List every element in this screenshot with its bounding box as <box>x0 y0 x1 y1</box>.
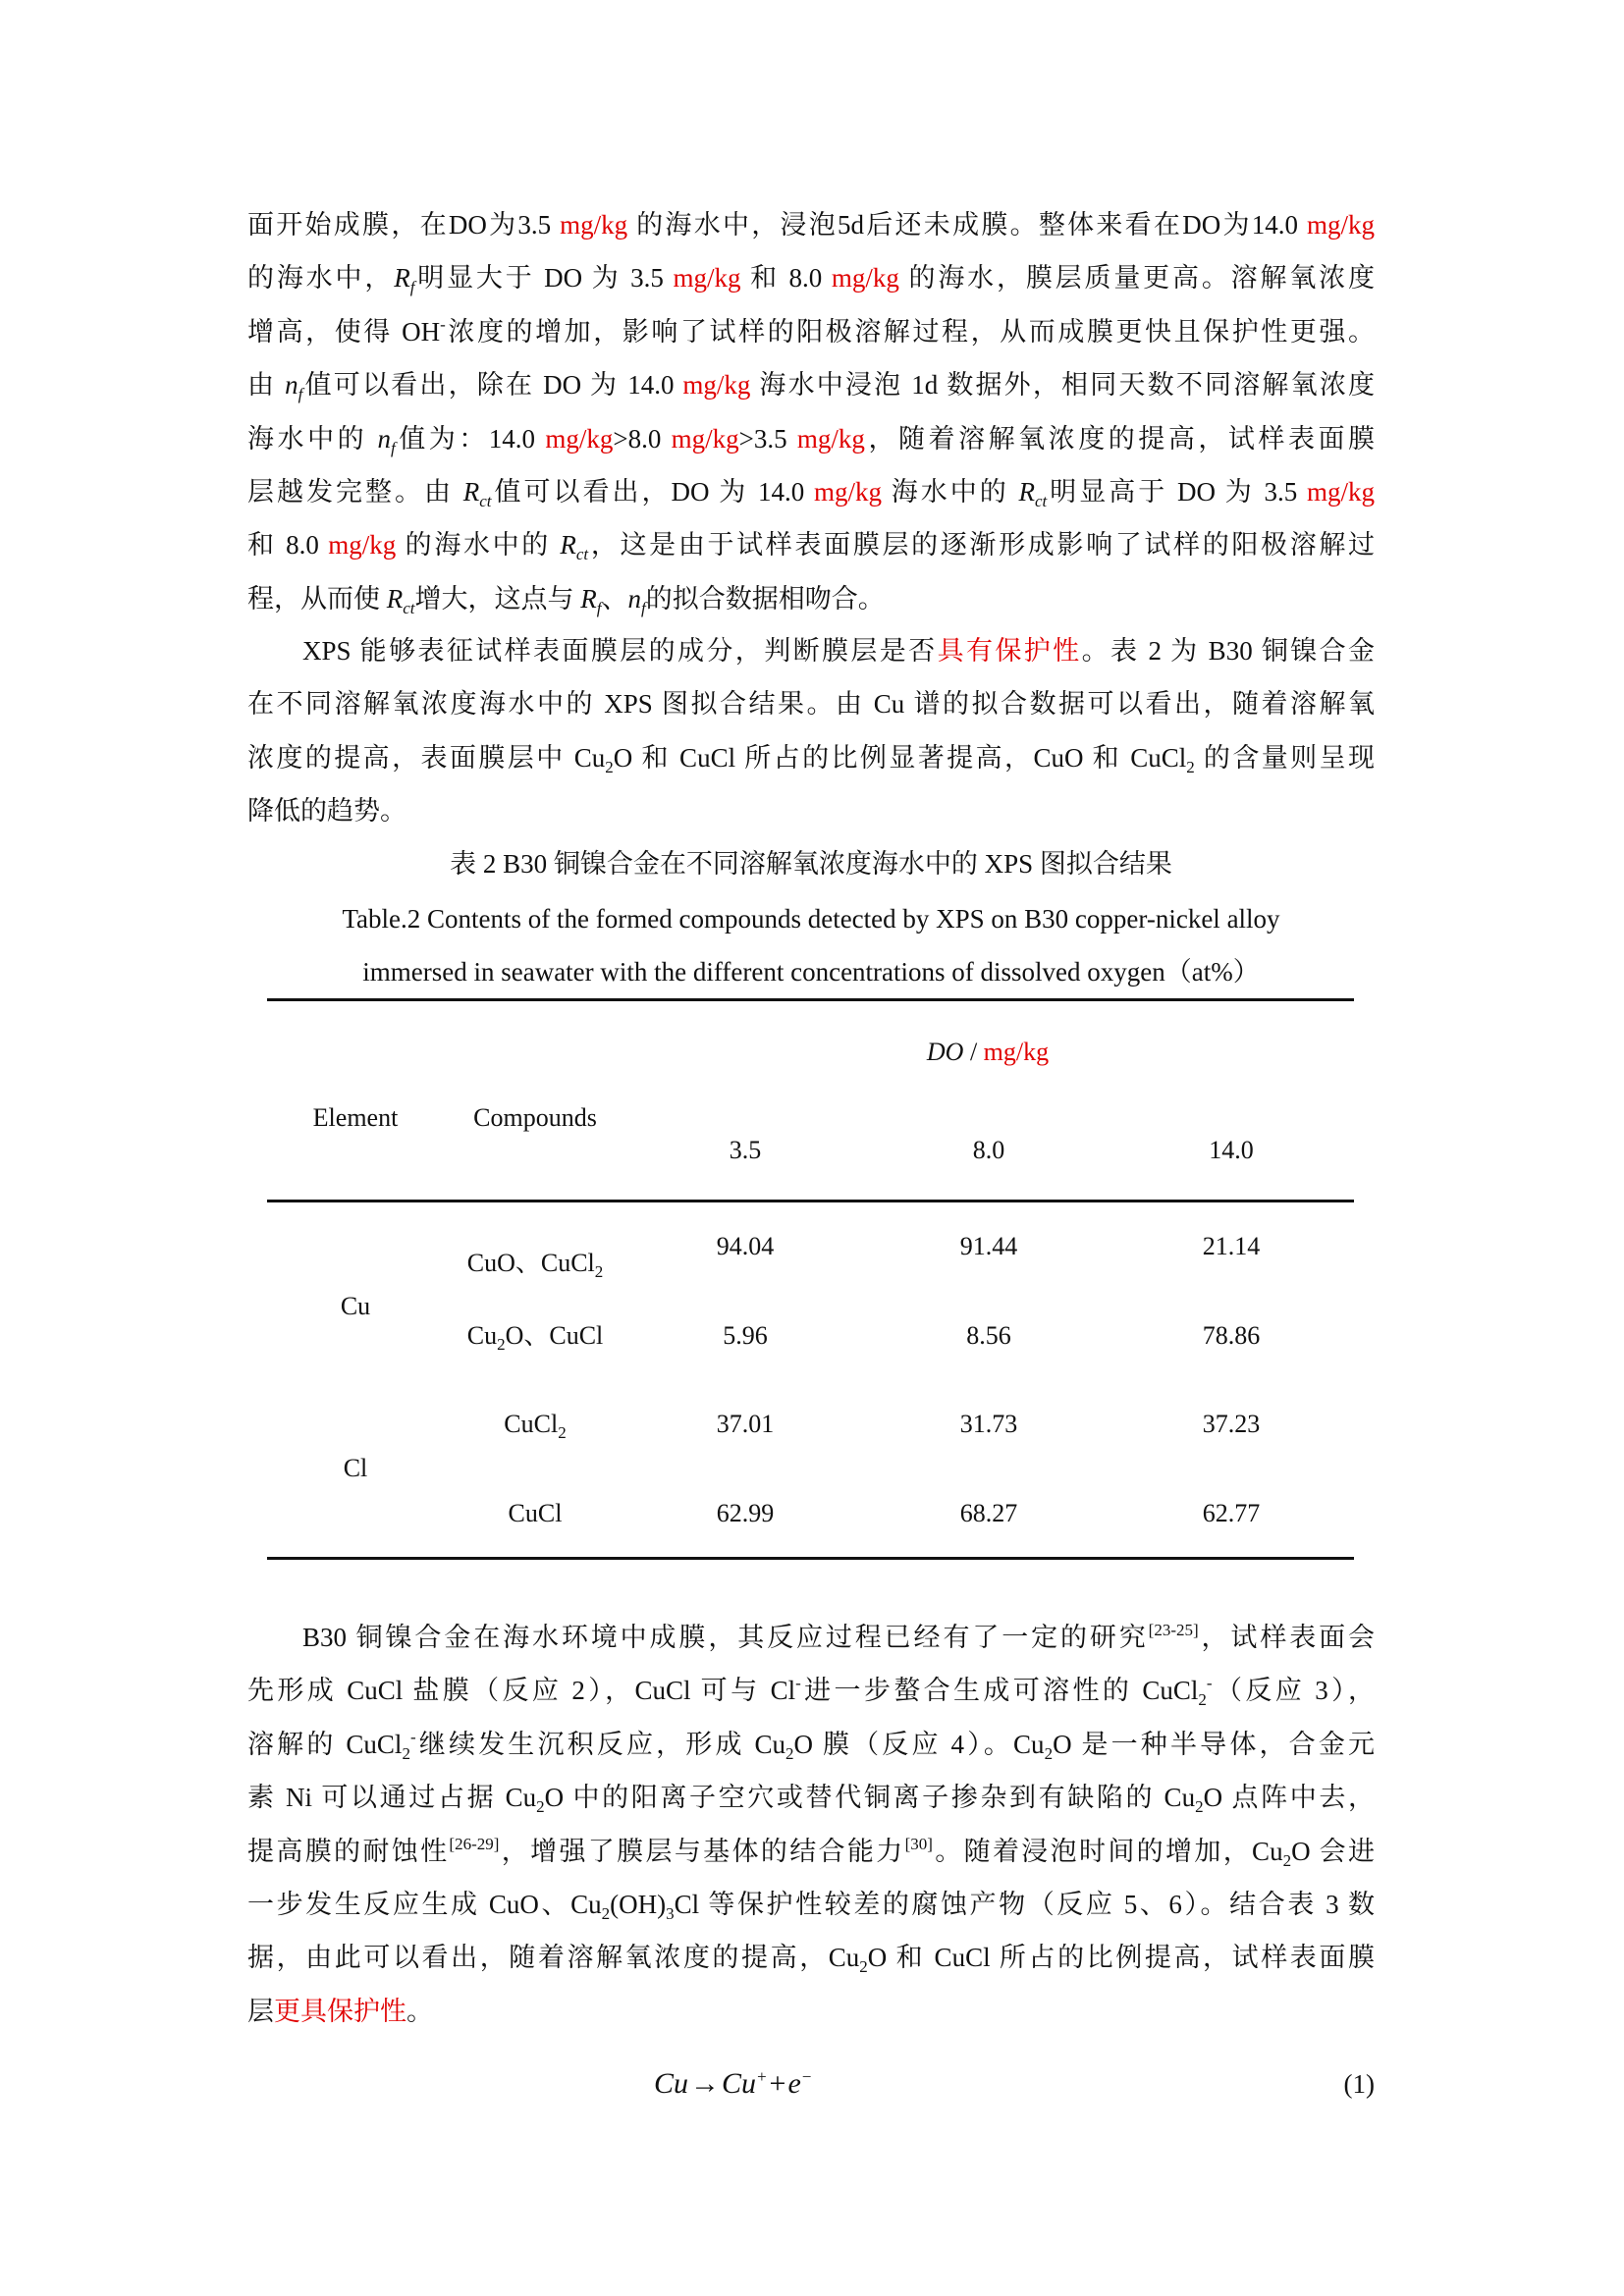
text-run: 面开始成膜，在DO为3.5 <box>247 210 561 240</box>
subscript: ct <box>1034 492 1048 510</box>
text-run: 先形成 CuCl 盐膜（反应 2），CuCl 可与 Cl <box>247 1676 796 1706</box>
highlighted-text: mg/kg <box>1307 477 1376 507</box>
subscript: 2 <box>605 757 614 776</box>
paragraph-line <box>247 358 1375 411</box>
value-cell: 94.04 <box>716 1232 775 1260</box>
text-run: 值可以看出，DO 为 14.0 <box>491 477 814 507</box>
text-run: 。表 2 为 B30 铜镍合金 <box>1081 636 1376 666</box>
subscript: ct <box>575 545 589 564</box>
subscript: f <box>596 598 602 617</box>
subscript: 2 <box>558 1423 567 1442</box>
text-run: R <box>560 530 576 561</box>
paragraph-line <box>247 465 1375 518</box>
paragraph-line <box>247 1664 1375 1717</box>
do-header <box>840 1033 1135 1072</box>
equation-part: → <box>690 2067 721 2100</box>
text-run: 层 <box>247 1996 274 2026</box>
text-run: (OH) <box>610 1890 667 1919</box>
value-cell: 62.99 <box>716 1499 775 1527</box>
text-run: R <box>386 583 404 614</box>
subscript: ct <box>479 492 492 510</box>
subscript: 2 <box>402 1743 410 1763</box>
element-cell: Cl <box>343 1454 368 1482</box>
paragraph-line <box>247 1878 1375 1931</box>
subscript: 2 <box>1044 1743 1054 1763</box>
subscript: 2 <box>536 1797 545 1817</box>
superscript: - <box>409 1727 416 1746</box>
subscript: 2 <box>1198 1690 1207 1710</box>
text-run: 值为：14.0 <box>395 423 546 454</box>
value-cell: 78.86 <box>1202 1321 1261 1350</box>
highlighted-text: mg/kg <box>545 423 614 454</box>
text-run: n <box>627 583 642 614</box>
text-run: 提高膜的耐蚀性 <box>247 1836 450 1866</box>
text-run: 由 <box>247 370 286 400</box>
paragraph-line <box>247 572 1375 625</box>
value-cell: 62.77 <box>1202 1499 1261 1527</box>
compound-cell <box>427 1405 643 1444</box>
paragraph-line <box>247 677 1375 730</box>
text-run: 素 Ni 可以通过占据 Cu <box>247 1783 537 1813</box>
text-run: >8.0 <box>613 423 672 454</box>
table-header-rule <box>267 1200 1354 1202</box>
equation-number: (1) <box>1343 2069 1375 2099</box>
highlighted-text: 更具保护性 <box>274 1996 406 2026</box>
superscript: - <box>440 314 446 334</box>
text-run: 一步发生反应生成 CuO、Cu <box>247 1890 602 1919</box>
text-run: 。随着浸泡时间的增加，Cu <box>932 1836 1283 1866</box>
text-run: >3.5 <box>738 423 797 454</box>
paragraph-line <box>247 305 1375 358</box>
text-run: R <box>462 477 480 507</box>
equation-part: + <box>756 2067 768 2086</box>
equation-part: Cu <box>654 2067 689 2100</box>
text-run: ，试样表面会 <box>1198 1623 1375 1652</box>
do-header-part: DO <box>926 1038 964 1066</box>
value-cell: 5.96 <box>723 1321 768 1350</box>
table-caption-en: immersed in seawater with the different concentrations of dissolved oxygen（at%） <box>362 957 1260 987</box>
highlighted-text: mg/kg <box>328 530 397 561</box>
text-run: O 点阵中去， <box>1203 1783 1375 1813</box>
equation-part: + <box>769 2067 786 2100</box>
subscript: 3 <box>666 1904 675 1923</box>
text-run: R <box>580 583 597 614</box>
subscript: 2 <box>594 1262 604 1281</box>
text-run: O 会进 <box>1291 1836 1376 1866</box>
text-run: 程，从而使 <box>247 583 387 614</box>
text-run: 增大，这点与 <box>414 583 581 614</box>
paragraph-line <box>247 731 1375 784</box>
text-run: R <box>1018 477 1035 507</box>
text-run: ，增强了膜层与基体的结合能力 <box>499 1836 905 1866</box>
highlighted-text: mg/kg <box>1306 210 1375 240</box>
text-run: O 和 CuCl 所占的比例显著提高，CuO 和 CuCl <box>613 742 1187 773</box>
text-run: CuCl <box>508 1499 563 1527</box>
text-run: 和 8.0 <box>247 530 329 561</box>
highlighted-text: mg/kg <box>673 263 741 294</box>
text-run: XPS 能够表征试样表面膜层的成分，判断膜层是否 <box>302 636 938 666</box>
subscript: f <box>409 278 415 297</box>
highlighted-text: 具有保护性 <box>937 636 1082 666</box>
text-run: 的海水中， <box>247 263 395 294</box>
highlighted-text: mg/kg <box>796 423 865 454</box>
column-header-do-value: 8.0 <box>972 1136 1005 1164</box>
paragraph-line <box>247 1718 1375 1771</box>
column-header-element: Element <box>312 1103 399 1132</box>
paragraph-line <box>247 1771 1375 1824</box>
equation-part: Cu <box>722 2067 757 2100</box>
highlighted-text: mg/kg <box>671 423 739 454</box>
paragraph-line <box>247 1825 1375 1878</box>
value-cell: 91.44 <box>959 1232 1018 1260</box>
text-run: （反应 3）， <box>1212 1676 1375 1706</box>
text-run: O、CuCl <box>505 1321 604 1350</box>
text-run: 的海水，膜层质量更高。溶解氧浓度 <box>898 263 1376 294</box>
value-cell: 68.27 <box>959 1499 1018 1527</box>
subscript: 2 <box>1186 757 1195 776</box>
highlighted-text: mg/kg <box>831 263 899 294</box>
text-run: 海水中浸泡 1d 数据外，相同天数不同溶解氧浓度 <box>750 370 1376 400</box>
do-header-part: mg/kg <box>983 1038 1050 1066</box>
paragraph-line <box>247 624 1375 677</box>
text-run: Cl 等保护性较差的腐蚀产物（反应 5、6）。结合表 3 数 <box>674 1890 1375 1919</box>
paragraph-line <box>247 1985 1375 2038</box>
text-run: 。 <box>406 1996 433 2026</box>
text-run: CuCl <box>504 1410 559 1438</box>
equation-part: − <box>800 2067 813 2086</box>
subscript: 2 <box>497 1335 506 1354</box>
text-run: 降低的趋势。 <box>247 796 406 827</box>
text-run: 的海水中的 <box>396 530 561 561</box>
column-header-do-value: 3.5 <box>729 1136 762 1164</box>
subscript: 2 <box>601 1904 611 1923</box>
text-run: 和 8.0 <box>740 263 832 294</box>
text-run: 溶解的 CuCl <box>247 1729 403 1759</box>
highlighted-text: mg/kg <box>560 210 628 240</box>
do-header-part: / <box>963 1038 984 1066</box>
text-run: Cu <box>466 1321 498 1350</box>
equation-part: e <box>787 2067 801 2100</box>
text-run: 的海水中，浸泡5d后还未成膜。整体来看在DO为14.0 <box>627 210 1307 240</box>
text-run: O 中的阳离子空穴或替代铜离子掺杂到有缺陷的 Cu <box>544 1783 1196 1813</box>
paragraph-line <box>247 198 1375 251</box>
text-run: 继续发生沉积反应，形成 Cu <box>415 1729 786 1759</box>
paragraph-line <box>247 518 1375 571</box>
subscript: 2 <box>1195 1797 1204 1817</box>
text-run: n <box>377 423 391 454</box>
text-run: 进一步螯合生成可溶性的 CuCl <box>800 1676 1199 1706</box>
element-cell: Cu <box>340 1292 371 1320</box>
text-run: 据，由此可以看出，随着溶解氧浓度的提高，Cu <box>247 1943 860 1973</box>
text-run: 的拟合数据相吻合。 <box>645 583 885 614</box>
text-run: R <box>394 263 410 294</box>
text-run: B30 铜镍合金在海水环境中成膜，其反应过程已经有了一定的研究 <box>302 1623 1149 1652</box>
text-run: O 和 CuCl 所占的比例提高，试样表面膜 <box>867 1943 1375 1973</box>
superscript: [30] <box>904 1834 933 1853</box>
text-run: 值可以看出，除在 DO 为 14.0 <box>302 370 683 400</box>
paragraph-line <box>247 1931 1375 1984</box>
subscript: f <box>390 438 396 457</box>
subscript: ct <box>403 598 415 617</box>
compound-cell <box>427 1244 643 1283</box>
equation-1 <box>654 2061 812 2107</box>
subscript: 2 <box>1282 1850 1292 1870</box>
table-top-rule <box>267 998 1354 1001</box>
paragraph-line <box>247 251 1375 304</box>
text-run: 、 <box>601 583 628 614</box>
text-run: 在不同溶解氧浓度海水中的 XPS 图拟合结果。由 Cu 谱的拟合数据可以看出，随着溶解氧 <box>247 689 1375 720</box>
value-cell: 8.56 <box>966 1321 1011 1350</box>
text-run: CuO、CuCl <box>466 1249 595 1277</box>
text-run: ，这是由于试样表面膜层的逐渐形成影响了试样的阳极溶解过 <box>588 530 1376 561</box>
superscript: [26-29] <box>449 1834 500 1853</box>
text-run: n <box>285 370 298 400</box>
subscript: 2 <box>859 1957 868 1977</box>
compound-cell <box>427 1316 643 1356</box>
table-bottom-rule <box>267 1557 1354 1560</box>
value-cell: 31.73 <box>959 1410 1018 1438</box>
text-run: 海水中的 <box>247 423 378 454</box>
subscript: f <box>641 598 646 617</box>
text-run: 增高，使得 OH <box>247 316 441 347</box>
text-run: 海水中的 <box>882 477 1019 507</box>
value-cell: 37.23 <box>1202 1410 1261 1438</box>
text-run: ，随着溶解氧浓度的提高，试样表面膜 <box>864 423 1376 454</box>
text-run: 层越发完整。由 <box>247 477 463 507</box>
superscript: - <box>795 1674 801 1693</box>
highlighted-text: mg/kg <box>682 370 751 400</box>
highlighted-text: mg/kg <box>813 477 882 507</box>
compound-cell <box>427 1494 643 1533</box>
column-header-do-value: 14.0 <box>1209 1136 1254 1164</box>
subscript: f <box>298 385 303 404</box>
text-run: 浓度的提高，表面膜层中 Cu <box>247 742 606 773</box>
table-caption-cn: 表 2 B30 铜镍合金在不同溶解氧浓度海水中的 XPS 图拟合结果 <box>450 849 1172 879</box>
text-run: O 膜（反应 4）。Cu <box>793 1729 1045 1759</box>
value-cell: 37.01 <box>716 1410 775 1438</box>
text-run: 的含量则呈现 <box>1194 742 1376 773</box>
text-run: 明显大于 DO 为 3.5 <box>414 263 674 294</box>
text-run: O 是一种半导体，合金元 <box>1053 1729 1375 1759</box>
column-header-compounds: Compounds <box>473 1103 597 1132</box>
value-cell: 21.14 <box>1202 1232 1261 1260</box>
paragraph-line <box>247 412 1375 465</box>
subscript: 2 <box>785 1743 794 1763</box>
paragraph-line <box>247 1611 1375 1664</box>
paragraph-line <box>247 784 1375 837</box>
table-caption-en: Table.2 Contents of the formed compounds detected by XPS on B30 copper-nickel alloy <box>342 904 1280 934</box>
text-run: 浓度的增加，影响了试样的阳极溶解过程，从而成膜更快且保护性更强。 <box>445 316 1375 347</box>
superscript: - <box>1206 1674 1213 1693</box>
superscript: [23-25] <box>1148 1621 1199 1639</box>
text-run: 明显高于 DO 为 3.5 <box>1047 477 1307 507</box>
